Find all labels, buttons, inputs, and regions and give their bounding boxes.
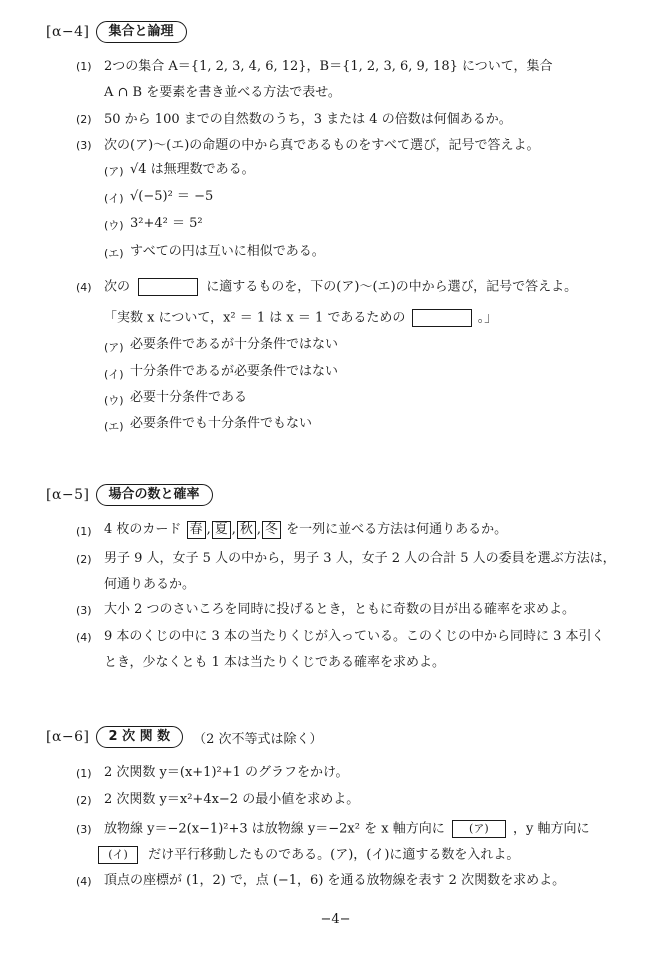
question-text-part: 次の	[104, 279, 131, 295]
section-a4-header	[46, 20, 187, 44]
section-code: [α−6]	[46, 729, 90, 745]
question-text-part: 放物線 y＝−2(x−1)²+3 は放物線 y＝−2x² を x 軸方向に	[104, 821, 445, 837]
question-text: とき，少なくとも 1 本は当たりくじである確率を求めよ。	[104, 655, 446, 670]
section-title: 場合の数と確率	[96, 484, 213, 506]
question-text: 2つの集合 A＝{1, 2, 3, 4, 6, 12}，B＝{1, 2, 3, 6, 9, 18} について，集合	[104, 59, 553, 74]
section-code: [α−4]	[46, 24, 90, 40]
choice-label: (ウ)	[104, 394, 124, 407]
blank-box-b: (イ)	[98, 846, 138, 864]
question-number: (1)	[76, 767, 92, 780]
section-title: 2 次 関 数	[96, 726, 184, 748]
question-text: 2 次関数 y＝(x+1)²+1 のグラフをかけ。	[104, 765, 349, 780]
question-number: (2)	[76, 553, 92, 566]
choice-text: 3²+4² ＝ 5²	[130, 216, 203, 231]
question-text: 大小 2 つのさいころを同時に投げるとき，ともに奇数の目が出る確率を求めよ。	[104, 602, 576, 617]
choice-label: (ア)	[104, 341, 124, 354]
choice-label: (ア)	[104, 165, 124, 178]
blank-box	[412, 309, 472, 327]
question-number: (3)	[76, 823, 92, 836]
question-text: 何通りあるか。	[104, 577, 196, 592]
card-box: 夏	[212, 521, 231, 539]
question-number: (3)	[76, 604, 92, 617]
choice-text: すべての円は互いに相似である。	[130, 244, 325, 259]
card-box: 冬	[262, 521, 281, 539]
card-box: 春	[187, 521, 206, 539]
choice-text: 必要十分条件である	[130, 390, 248, 405]
card-box: 秋	[237, 521, 256, 539]
section-a6-header	[46, 725, 323, 749]
question-text: A ∩ B を要素を書き並べる方法で表せ。	[104, 85, 341, 100]
quote-line	[104, 309, 497, 328]
question-text-part: を一列に並べる方法は何通りあるか。	[286, 522, 508, 537]
question-text: 4 枚のカード 春 , 夏 , 秋 , 冬 を一列に並べる方法は何通りあるか。	[104, 522, 508, 537]
page-number: −4−	[320, 912, 351, 927]
question-number: (4)	[76, 631, 92, 644]
section-code: [α−5]	[46, 487, 90, 503]
quote-text: 。」	[477, 310, 498, 326]
choice-label: (エ)	[104, 420, 124, 433]
choice-label: (イ)	[104, 368, 124, 381]
question-number: (2)	[76, 794, 92, 807]
question-text	[104, 820, 589, 839]
question-text-part: ，y 軸方向に	[512, 821, 590, 837]
question-number: (4)	[76, 875, 92, 888]
choice-text: √(−5)² ＝ −5	[130, 189, 214, 204]
question-text-part: に適するものを，下の(ア)～(エ)の中から選び，記号で答えよ。	[206, 279, 578, 295]
question-number: (3)	[76, 139, 92, 152]
question-number: (1)	[76, 525, 92, 538]
question-text: 男子 9 人，女子 5 人の中から，男子 3 人，女子 2 人の合計 5 人の委員を選ぶ方法は，	[104, 551, 616, 566]
choice-label: (エ)	[104, 247, 124, 260]
choice-text: √4 は無理数である。	[130, 162, 255, 177]
question-number: (4)	[76, 281, 92, 294]
section-a5-header	[46, 483, 213, 507]
question-number: (2)	[76, 113, 92, 126]
question-text: 2 次関数 y＝x²+4x−2 の最小値を求めよ。	[104, 792, 360, 807]
choice-text: 十分条件であるが必要条件ではない	[130, 364, 339, 379]
choice-label: (ウ)	[104, 219, 124, 232]
question-text: 次の(ア)～(エ)の命題の中から真であるものをすべて選び，記号で答えよ。	[104, 138, 540, 153]
question-text	[104, 278, 577, 297]
question-text: 50 から 100 までの自然数のうち，3 または 4 の倍数は何個あるか。	[104, 112, 512, 127]
question-text: 頂点の座標が (1，2) で，点 (−1，6) を通る放物線を表す 2 次関数を求めよ。	[104, 873, 566, 888]
section-note: （2 次不等式は除く）	[193, 731, 323, 747]
question-text-part: だけ平行移動したものである。(ア)，(イ)に適する数を入れよ。	[148, 847, 520, 863]
question-text	[98, 846, 519, 865]
question-text-part: 4 枚のカード	[104, 522, 182, 537]
question-number: (1)	[76, 60, 92, 73]
question-text: 9 本のくじの中に 3 本の当たりくじが入っている。このくじの中から同時に 3 本引く	[104, 629, 605, 644]
choice-text: 必要条件であるが十分条件ではない	[130, 337, 339, 352]
quote-text: 「実数 x について，x² ＝ 1 は x ＝ 1 であるための	[104, 310, 406, 326]
choice-label: (イ)	[104, 192, 124, 205]
choice-text: 必要条件でも十分条件でもない	[130, 416, 313, 431]
blank-box	[138, 278, 198, 296]
blank-box-a: (ア)	[452, 820, 506, 838]
section-title: 集合と論理	[96, 21, 187, 43]
